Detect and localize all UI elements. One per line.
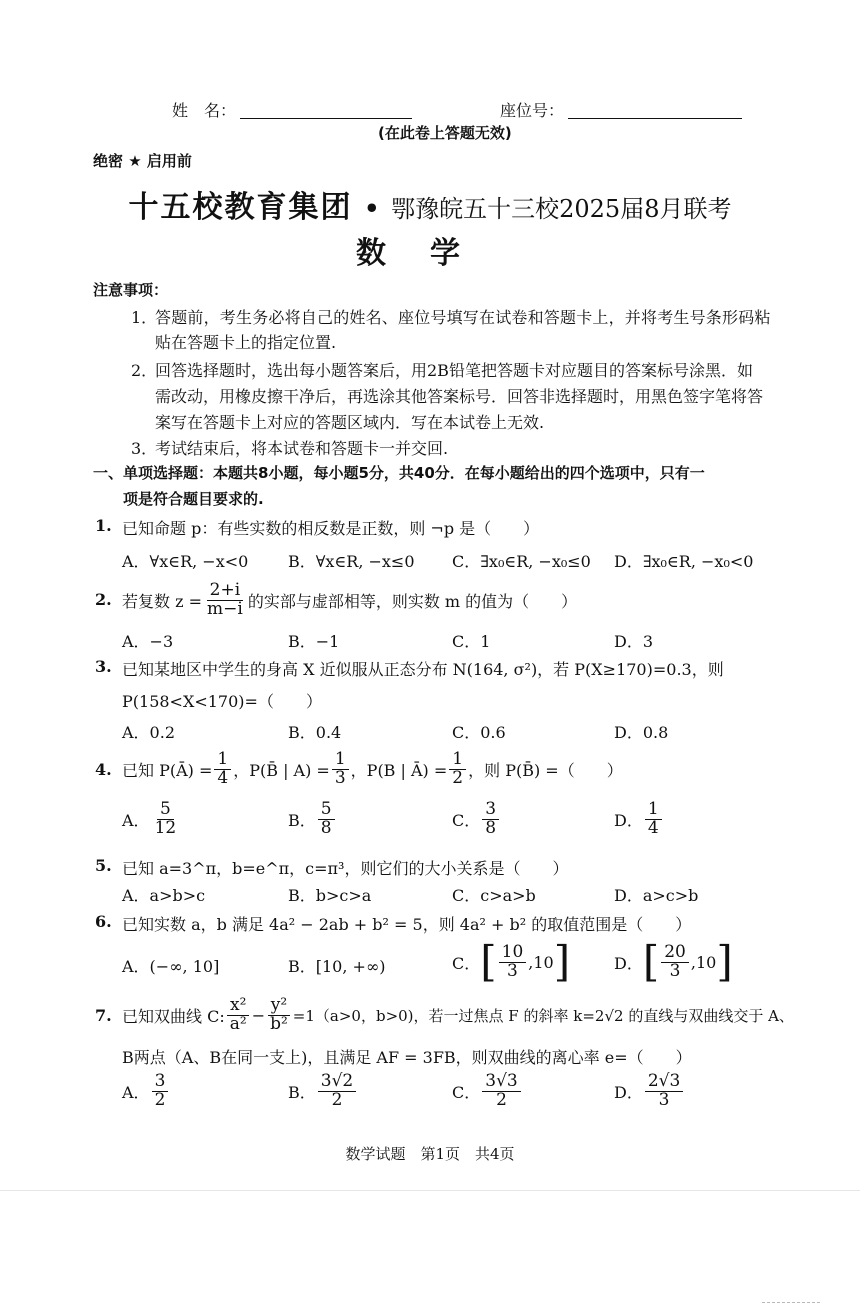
note-2-line-1: 回答选择题时，选出每小题答案后，用2B铅笔把答题卡对应题目的答案标号涂黑．如	[155, 361, 753, 380]
name-label: 姓 名：	[172, 101, 237, 120]
q4-option-c-den: 8	[485, 817, 497, 838]
q4-option-d-num: 1	[645, 801, 662, 820]
q7-option-a-den: 2	[154, 1089, 166, 1110]
title-dot: •	[364, 194, 380, 223]
q7-option-b-num: 3√2	[318, 1073, 356, 1092]
q5-stem: 已知 a=3^π，b=e^π，c=π³，则它们的大小关系是（ ）	[122, 859, 569, 878]
q4-option-b	[288, 796, 337, 842]
q5-option-a: A．a>b>c	[122, 886, 206, 905]
q6-option-a: A．(−∞, 10]	[122, 957, 220, 976]
note-2-line-3: 案写在答题卡上对应的答题区域内．写在本试卷上无效.	[155, 413, 545, 432]
q3-option-c: C．0.6	[452, 723, 506, 742]
q4-stem	[122, 746, 623, 792]
q6-option-d-right-bracket: ]	[716, 937, 733, 987]
q4-frac-1-num: 1	[214, 751, 231, 770]
q2-fraction-numerator: 2+i	[207, 582, 244, 601]
q7-frac-2-num: y²	[268, 997, 290, 1016]
q4-pre: 已知 P(Ā) =	[122, 760, 213, 780]
section-1-line-1: 一、单项选择题：本题共8小题，每小题5分，共40分．在每小题给出的四个选项中，只有一	[93, 464, 705, 482]
q6-option-d-num: 20	[661, 944, 689, 963]
q7-minus: −	[251, 1005, 266, 1025]
q3-option-b: B．0.4	[288, 723, 342, 742]
q7-frac-2	[267, 994, 291, 1034]
subject-title: 数学	[356, 236, 504, 271]
q7-option-c	[452, 1066, 523, 1116]
q4-mid-2: ，P(B | Ā) =	[350, 760, 448, 780]
q6-option-c-frac	[499, 941, 527, 981]
note-1-line-1: 答题前，考生务必将自己的姓名、座位号填写在试卷和答题卡上，并将考生号条形码粘	[155, 308, 771, 327]
q2-stem	[122, 578, 577, 622]
q6-option-d-den: 3	[669, 960, 681, 981]
q5-option-d: D．a>c>b	[614, 886, 699, 905]
q7-option-b-letter: B．	[288, 1082, 316, 1102]
q7-option-d-den: 3	[658, 1089, 670, 1110]
q6-option-c	[452, 938, 570, 986]
q6-option-d	[614, 938, 733, 986]
q2-option-a: A．−3	[122, 632, 174, 651]
q7-frac-1-den: a²	[229, 1013, 247, 1034]
q2-stem-post: 的实部与虚部相等，则实数 m 的值为（ ）	[247, 591, 578, 611]
q4-option-a	[122, 796, 181, 842]
q4-frac-3	[449, 748, 466, 788]
q4-frac-1-den: 4	[217, 767, 229, 788]
q3-line-1: 已知某地区中学生的身高 X 近似服从正态分布 N(164, σ²)，若 P(X≥170)=0.3，则	[122, 660, 724, 679]
q6-number: 6.	[95, 912, 112, 931]
note-2-line-2: 需改动，用橡皮擦干净后，再选涂其他答案标号．回答非选择题时，用黑色签字笔将答	[155, 387, 764, 406]
confidential-mark: 绝密 ★ 启用前	[93, 152, 192, 170]
q2-fraction	[204, 579, 246, 619]
q1-option-d: D．∃x₀∈R, −x₀<0	[614, 552, 754, 571]
q6-option-d-tail: ,10	[690, 952, 717, 972]
q7-frac-1-num: x²	[227, 997, 249, 1016]
q6-option-c-den: 3	[507, 960, 518, 981]
q4-option-b-den: 8	[320, 817, 332, 838]
q4-option-a-den: 12	[154, 817, 177, 838]
q4-option-b-num: 5	[318, 801, 335, 820]
q6-option-d-letter: D．	[614, 953, 643, 973]
q1-stem: 已知命题 p：有些实数的相反数是正数，则 ¬p 是（ ）	[122, 519, 540, 538]
q6-stem: 已知实数 a，b 满足 4a² − 2ab + b² = 5，则 4a² + b² 的取值范围是（ ）	[122, 915, 692, 934]
seat-label: 座位号：	[500, 101, 565, 120]
q7-stem	[122, 992, 794, 1038]
note-2-num: 2．	[131, 361, 158, 380]
q6-option-c-letter: C．	[452, 953, 481, 973]
q7-option-b-den: 2	[331, 1089, 343, 1110]
q2-option-c: C．1	[452, 632, 491, 651]
q1-option-b: B．∀x∈R, −x≤0	[288, 552, 415, 571]
q7-option-c-num: 3√3	[482, 1073, 520, 1092]
seat-blank-line	[568, 100, 742, 119]
q4-frac-3-num: 1	[449, 751, 466, 770]
q7-option-a-num: 3	[152, 1073, 169, 1092]
q4-frac-3-den: 2	[452, 767, 464, 788]
q7-option-c-frac	[482, 1070, 520, 1110]
q4-option-d	[614, 796, 664, 842]
q2-fraction-denominator: m−i	[207, 598, 243, 619]
q7-post: =1（a>0，b>0)，若一过焦点 F 的斜率 k=2√2 的直线与双曲线交于 A、	[292, 1006, 794, 1025]
q4-frac-2-num: 1	[332, 751, 349, 770]
q4-option-c-num: 3	[482, 801, 499, 820]
q7-option-d	[614, 1066, 685, 1116]
note-1-num: 1．	[131, 308, 158, 327]
q6-option-c-tail: ,10	[528, 952, 554, 972]
q4-number: 4.	[95, 760, 112, 779]
corner-mark	[762, 1302, 820, 1304]
q4-mid-1: ，P(B̄ | A) =	[233, 760, 330, 780]
exam-title	[0, 182, 860, 226]
q2-number: 2.	[95, 590, 112, 609]
page-footer: 数学试题 第1页 共4页	[345, 1145, 515, 1163]
q6-option-b: B．[10, +∞)	[288, 957, 386, 976]
invalid-note: (在此卷上答题无效)	[378, 124, 512, 142]
page-gap-area	[0, 1190, 860, 1312]
q7-number: 7.	[95, 1006, 112, 1025]
q4-frac-2	[332, 748, 349, 788]
q4-option-a-frac	[152, 798, 180, 838]
q6-option-c-right-bracket: ]	[553, 937, 571, 987]
q5-option-c: C．c>a>b	[452, 886, 536, 905]
exam-name: 鄂豫皖五十三校2025届8月联考	[391, 195, 732, 223]
q7-line-2: B两点（A、B在同一支上)，且满足 AF = 3FB，则双曲线的离心率 e=（ ）	[122, 1048, 692, 1067]
q7-option-c-letter: C．	[452, 1082, 481, 1102]
q6-option-d-frac	[661, 941, 689, 981]
q4-option-d-den: 4	[647, 817, 659, 838]
q5-option-b: B．b>c>a	[288, 886, 372, 905]
q7-option-d-frac	[645, 1070, 683, 1110]
q4-option-b-frac	[318, 798, 335, 838]
q2-stem-pre: 若复数 z =	[122, 591, 203, 611]
note-1-line-2: 贴在答题卡上的指定位置.	[155, 333, 337, 352]
q7-option-a-frac	[152, 1070, 169, 1110]
q7-pre: 已知双曲线 C:	[122, 1006, 225, 1026]
note-3-line-1: 考试结束后，将本试卷和答题卡一并交回.	[155, 439, 449, 458]
q2-option-b: B．−1	[288, 632, 340, 651]
q4-post: ，则 P(B̄) =（ ）	[468, 760, 623, 780]
q4-option-c-frac	[482, 798, 499, 838]
q4-option-c	[452, 796, 501, 842]
notes-heading: 注意事项：	[93, 281, 169, 299]
q7-option-c-den: 2	[496, 1089, 507, 1110]
q2-option-d: D．3	[614, 632, 654, 651]
q4-option-a-letter: A．	[122, 810, 150, 830]
name-blank-line	[240, 100, 412, 119]
brand-logo-text: 十五校教育集团	[128, 190, 353, 225]
q4-option-d-letter: D．	[614, 810, 643, 830]
q1-option-a: A．∀x∈R, −x<0	[122, 552, 249, 571]
q3-option-a: A．0.2	[122, 723, 176, 742]
q3-line-2: P(158<X<170)=（ ）	[122, 692, 322, 711]
q7-option-a-letter: A．	[122, 1082, 150, 1102]
q1-option-c: C．∃x₀∈R, −x₀≤0	[452, 552, 591, 571]
q7-frac-2-den: b²	[270, 1013, 288, 1034]
q7-option-d-num: 2√3	[645, 1073, 683, 1092]
q7-frac-1	[227, 994, 250, 1034]
q4-frac-1	[214, 748, 231, 788]
q4-option-b-letter: B．	[288, 810, 316, 830]
q6-option-c-num: 10	[499, 944, 527, 963]
q5-number: 5.	[95, 856, 112, 875]
q4-option-a-num: 5	[157, 801, 174, 820]
q7-option-d-letter: D．	[614, 1082, 643, 1102]
q1-number: 1.	[95, 516, 112, 535]
q3-option-d: D．0.8	[614, 723, 669, 742]
q4-frac-2-den: 3	[334, 767, 346, 788]
section-1-line-2: 项是符合题目要求的.	[123, 490, 264, 508]
q4-option-c-letter: C．	[452, 810, 481, 830]
q4-option-d-frac	[645, 798, 662, 838]
q7-option-b-frac	[318, 1070, 356, 1110]
note-3-num: 3．	[131, 439, 158, 458]
q6-option-c-left-bracket: [	[480, 937, 497, 987]
q7-option-a	[122, 1066, 170, 1116]
q7-option-b	[288, 1066, 358, 1116]
q6-option-d-left-bracket: [	[642, 937, 660, 987]
q3-number: 3.	[95, 657, 112, 676]
